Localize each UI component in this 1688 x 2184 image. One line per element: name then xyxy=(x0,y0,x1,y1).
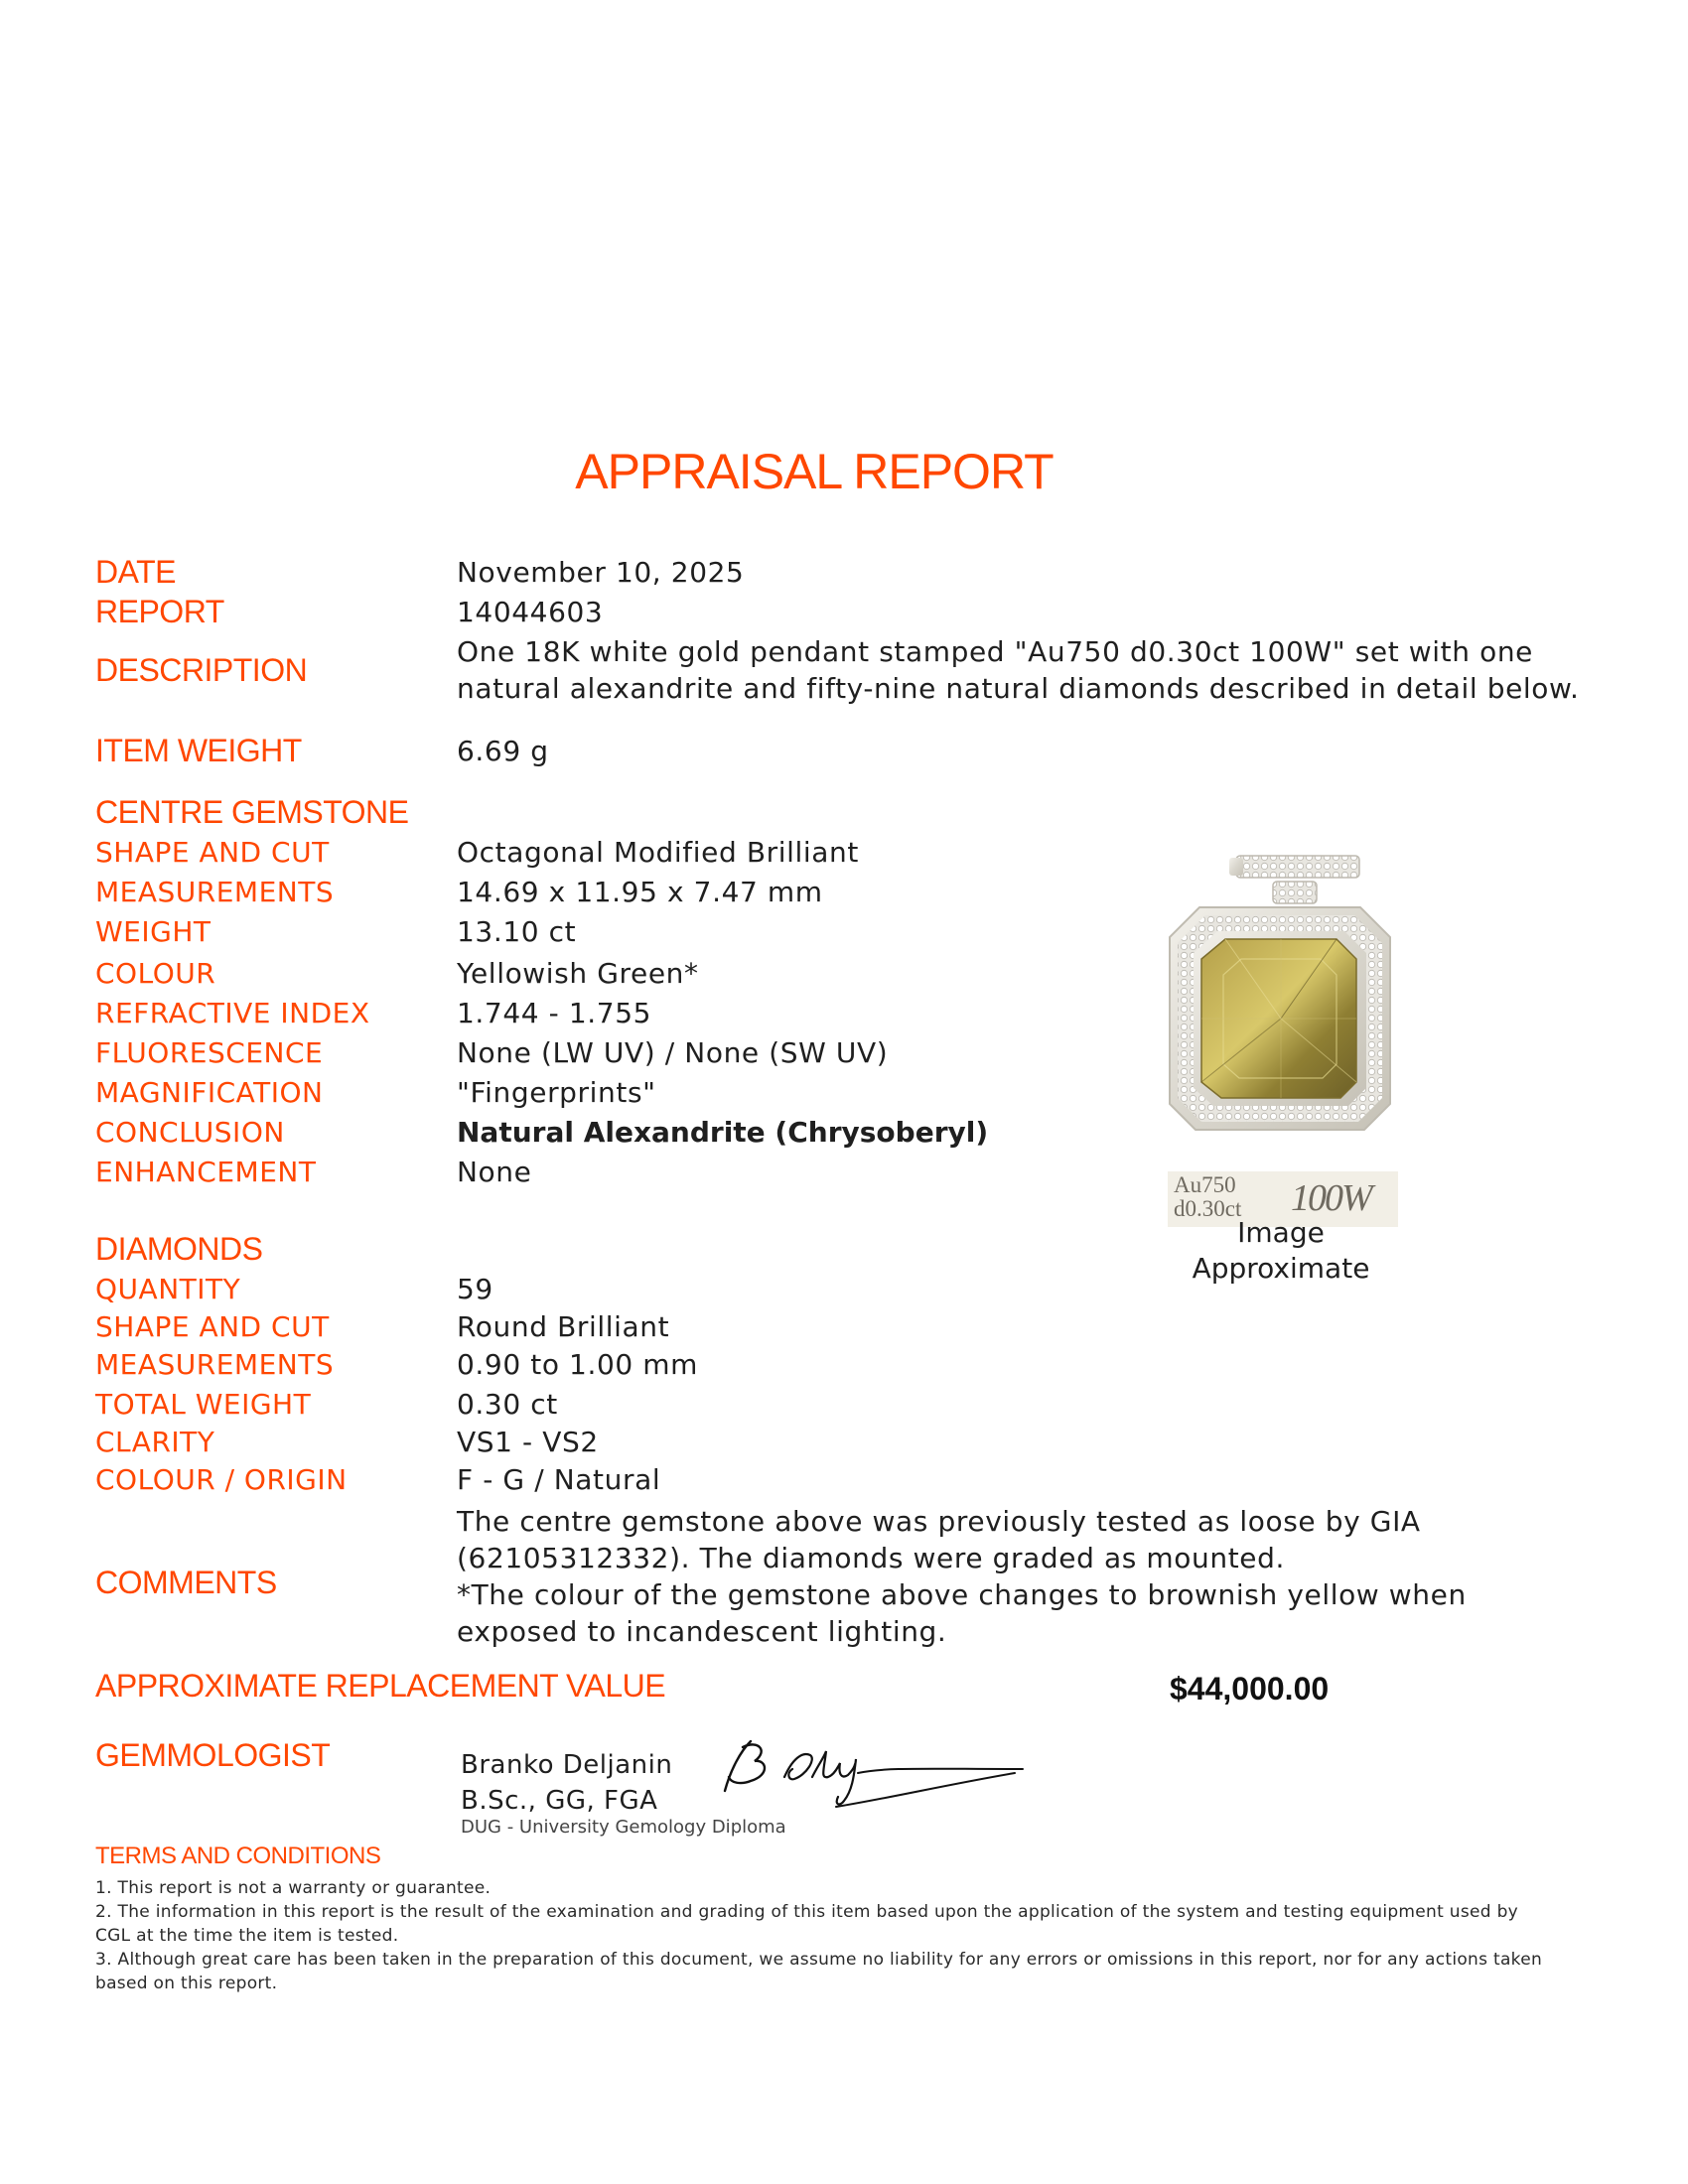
centre-row-value: Yellowish Green* xyxy=(457,957,699,990)
centre-row-value: 1.744 - 1.755 xyxy=(457,997,652,1029)
diamond-row-value: 0.30 ct xyxy=(457,1388,558,1421)
date-value: November 10, 2025 xyxy=(457,556,745,589)
centre-gemstone-heading: CENTRE GEMSTONE xyxy=(95,794,409,830)
terms-title: TERMS AND CONDITIONS xyxy=(95,1843,381,1869)
gemmologist-name: Branko Deljanin xyxy=(461,1750,673,1780)
replacement-value-amount: $44,000.00 xyxy=(1170,1671,1330,1706)
diamond-row-label: CLARITY xyxy=(95,1426,215,1458)
diamonds-heading: DIAMONDS xyxy=(95,1231,263,1267)
image-caption-line2: Approximate xyxy=(1192,1252,1370,1285)
pendant-image xyxy=(1162,844,1400,1142)
terms-list xyxy=(95,1876,1545,1995)
description-value: One 18K white gold pendant stamped "Au750 d0.30ct 100W" set with one natural alexandrite and fifty-nine natural diamonds described in detail below. xyxy=(457,635,1580,705)
description-label: DESCRIPTION xyxy=(95,652,308,688)
signature xyxy=(707,1729,1035,1819)
centre-row-label: COLOUR xyxy=(95,957,216,990)
centre-row-value: 13.10 ct xyxy=(457,915,577,948)
report-number: 14044603 xyxy=(457,596,604,628)
diamond-row-value: F - G / Natural xyxy=(457,1463,661,1496)
diamond-row-label: SHAPE AND CUT xyxy=(95,1310,330,1343)
diamond-row-value: 59 xyxy=(457,1273,493,1305)
gemmologist-name-block xyxy=(461,1747,672,1819)
stamp-line2: d0.30ct xyxy=(1174,1196,1242,1221)
date-label: DATE xyxy=(95,554,176,590)
centre-row-label: REFRACTIVE INDEX xyxy=(95,997,370,1029)
centre-row-value: 14.69 x 11.95 x 7.47 mm xyxy=(457,876,823,908)
diamond-row-label: COLOUR / ORIGIN xyxy=(95,1463,348,1496)
diamond-row-value: 0.90 to 1.00 mm xyxy=(457,1348,699,1381)
centre-row-value: "Fingerprints" xyxy=(457,1076,656,1109)
stamp-line1: Au750 xyxy=(1174,1172,1236,1197)
stamp-mark: 100W xyxy=(1291,1177,1371,1219)
gemmologist-diploma: DUG - University Gemology Diploma xyxy=(461,1817,786,1838)
centre-row-value: None (LW UV) / None (SW UV) xyxy=(457,1036,889,1069)
terms-item: 3. Although great care has been taken in the preparation of this document, we assume no liability for any errors or omissions in this report, nor for any actions taken based on this report. xyxy=(95,1950,1543,1993)
terms-item: 1. This report is not a warranty or guarantee. xyxy=(95,1878,492,1898)
terms-item: 2. The information in this report is the result of the examination and grading of this item based upon the application of the system and testing equipment used by CGL at the time the item is tested. xyxy=(95,1902,1519,1946)
report-label: REPORT xyxy=(95,594,224,629)
diamond-row-value: Round Brilliant xyxy=(457,1310,670,1343)
centre-row-value: Octagonal Modified Brilliant xyxy=(457,836,859,869)
comments-text: The centre gemstone above was previously tested as loose by GIA (62105312332). The diamonds were graded as mounted. *The colour of the gemstone above changes to brownish yellow when exposed to incandescent lighting. xyxy=(457,1505,1467,1648)
centre-row-label: SHAPE AND CUT xyxy=(95,836,330,869)
comments-label: COMMENTS xyxy=(95,1565,277,1600)
centre-row-label: CONCLUSION xyxy=(95,1116,285,1149)
centre-row-label: WEIGHT xyxy=(95,915,211,948)
diamond-row-label: QUANTITY xyxy=(95,1273,241,1305)
gemmologist-credentials: B.Sc., GG, FGA xyxy=(461,1786,658,1816)
replacement-value-label: APPROXIMATE REPLACEMENT VALUE xyxy=(95,1668,666,1704)
report-title: APPRAISAL REPORT xyxy=(575,444,1054,499)
diamond-row-label: MEASUREMENTS xyxy=(95,1348,335,1381)
centre-row-label: MEASUREMENTS xyxy=(95,876,335,908)
centre-row-label: FLUORESCENCE xyxy=(95,1036,324,1069)
gemmologist-label: GEMMOLOGIST xyxy=(95,1737,331,1773)
item-weight-label: ITEM WEIGHT xyxy=(95,733,302,768)
centre-row-label: ENHANCEMENT xyxy=(95,1156,317,1188)
centre-row-label: MAGNIFICATION xyxy=(95,1076,324,1109)
item-weight-value: 6.69 g xyxy=(457,735,549,767)
diamond-row-value: VS1 - VS2 xyxy=(457,1426,599,1458)
conclusion-value: Natural Alexandrite (Chrysoberyl) xyxy=(457,1116,989,1149)
centre-row-value: None xyxy=(457,1156,532,1188)
diamond-row-label: TOTAL WEIGHT xyxy=(95,1388,312,1421)
image-caption-line1: Image xyxy=(1237,1216,1325,1249)
